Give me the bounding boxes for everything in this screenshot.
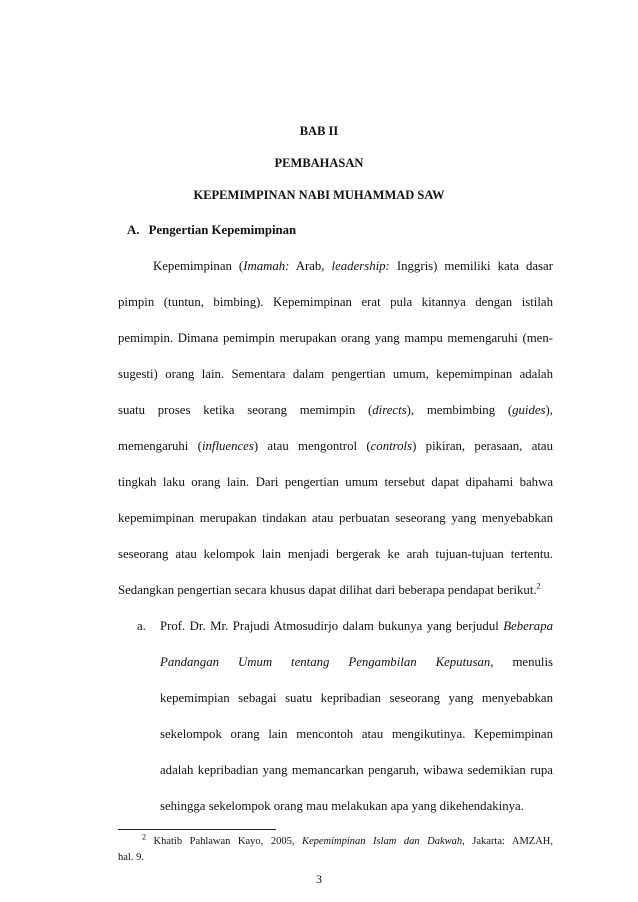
paragraph-line: suatu proses ketika seorang memimpin (directs), membimbing (guides), bbox=[118, 403, 553, 417]
list-item-line: Pandangan Umum tentang Pengambilan Keputusan, menulis bbox=[160, 655, 553, 669]
paragraph-line: kepemimpinan merupakan tindakan atau perbuatan seseorang yang menyebabkan bbox=[118, 511, 553, 525]
list-marker: a. bbox=[137, 619, 146, 633]
list-item-line: adalah kepribadian yang memancarkan pengaruh, wibawa sedemikian rupa bbox=[160, 763, 553, 777]
paragraph-line: seseorang atau kelompok lain menjadi bergerak ke arah tujuan-tujuan tertentu. bbox=[118, 547, 553, 561]
subsection-marker: A. bbox=[127, 223, 140, 237]
subsection-heading bbox=[127, 223, 296, 238]
footnote-number: 2 bbox=[142, 832, 146, 842]
paragraph-line: tingkah laku orang lain. Dari pengertian umum tersebut dapat dipahami bahwa bbox=[118, 475, 553, 489]
footnote-reference[interactable]: 2 bbox=[536, 581, 541, 591]
paragraph-line: memengaruhi (influences) atau mengontrol (controls) pikiran, perasaan, atau bbox=[118, 439, 553, 453]
footnote-divider bbox=[118, 829, 276, 830]
paragraph-line: Sedangkan pengertian secara khusus dapat dilihat dari beberapa pendapat berikut.$^2$ bbox=[118, 581, 541, 597]
footnote-line: hal. 9. bbox=[118, 852, 144, 863]
footnote-line: $^2$ Khatib Pahlawan Kayo, 2005, Kepemimpinan Islam dan Dakwah, Jakarta: AMZAH, bbox=[142, 832, 553, 847]
list-item-line: Prof. Dr. Mr. Prajudi Atmosudirjo dalam bukunya yang berjudul Beberapa bbox=[160, 619, 553, 633]
subsection-title: Pengertian Kepemimpinan bbox=[148, 223, 297, 237]
section-heading: PEMBAHASAN bbox=[274, 156, 364, 170]
list-item-line: sekelompok orang lain mencontoh atau mengikutinya. Kepemimpinan bbox=[160, 727, 553, 741]
paragraph-line: pemimpin. Dimana pemimpin merupakan orang yang mampu memengaruhi (men- bbox=[118, 331, 553, 345]
list-item-line: kepemimpian sebagai suatu kepribadian seseorang yang menyebabkan bbox=[160, 691, 553, 705]
paragraph-line: sugesti) orang lain. Sementara dalam pengertian umum, kepemimpinan adalah bbox=[118, 367, 553, 381]
paragraph-line: Kepemimpinan (Imamah: Arab, leadership: Inggris) memiliki kata dasar bbox=[153, 259, 553, 273]
list-item-line: sehingga sekelompok orang mau melakukan apa yang dikehendakinya. bbox=[160, 799, 524, 813]
chapter-heading: BAB II bbox=[299, 124, 339, 138]
paragraph-line: pimpin (tuntun, bimbing). Kepemimpinan erat pula kitannya dengan istilah bbox=[118, 295, 553, 309]
page-number: 3 bbox=[316, 872, 322, 886]
chapter-subtitle: KEPEMIMPINAN NABI MUHAMMAD SAW bbox=[193, 188, 445, 202]
